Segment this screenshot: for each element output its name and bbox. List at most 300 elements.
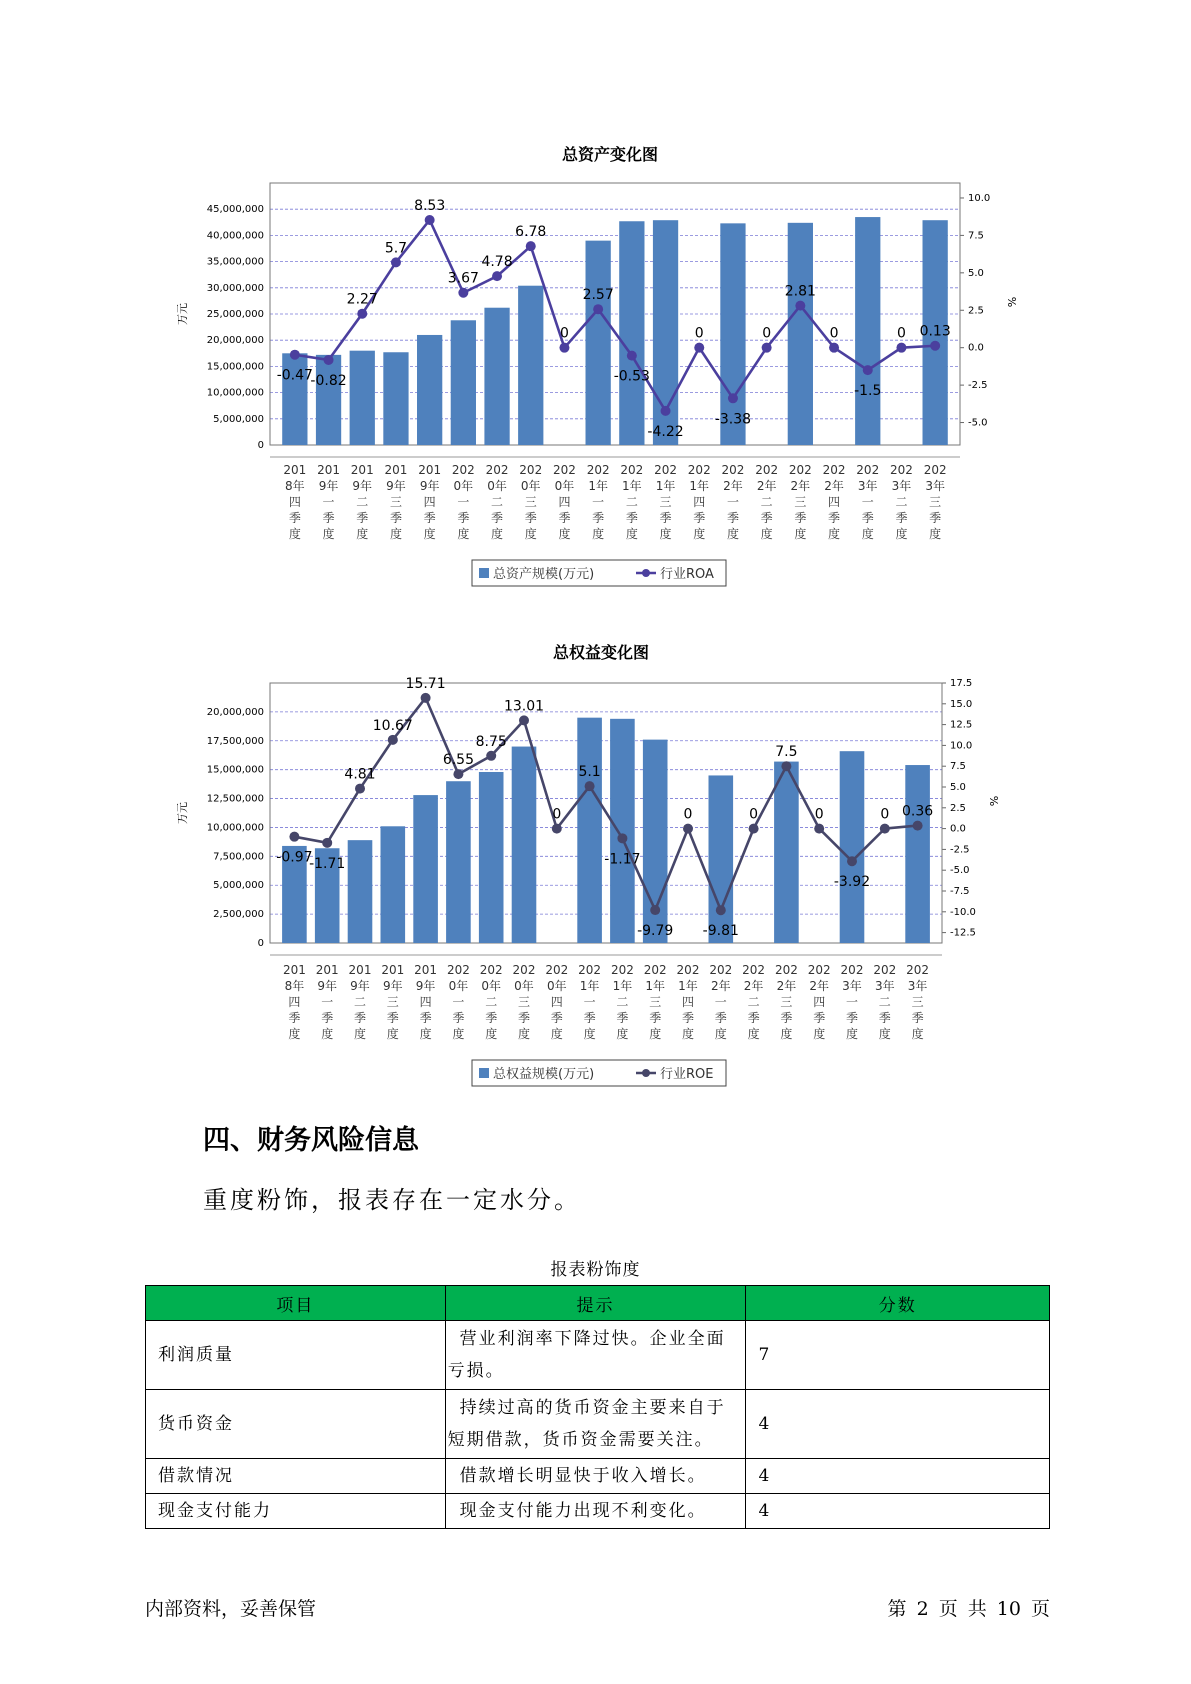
category-label: 季 (389, 511, 402, 525)
category-label: 9年 (318, 479, 339, 493)
category-label: 度 (616, 1027, 629, 1041)
right-tick-label: -10.0 (950, 906, 976, 918)
left-tick-label: 35,000,000 (206, 256, 264, 268)
right-tick-label: 5.0 (950, 782, 966, 793)
line-point (683, 824, 693, 834)
category-label: 四 (813, 995, 826, 1009)
data-label: 0 (829, 325, 839, 342)
legend-bar-label: 总资产规模(万元) (493, 567, 595, 582)
category-label: 202 (774, 963, 798, 977)
category-label: 四 (288, 995, 301, 1009)
category-label: 0年 (481, 979, 502, 993)
category-label: 201 (348, 963, 372, 977)
bar (610, 719, 635, 943)
line-point (661, 406, 671, 416)
line-point (357, 309, 367, 319)
category-label: 202 (889, 463, 913, 477)
right-tick-label: -2.5 (968, 380, 988, 392)
category-label: 季 (616, 1011, 629, 1025)
category-label: 0年 (546, 979, 567, 993)
right-tick-label: 2.5 (968, 305, 984, 317)
category-label: 季 (583, 1011, 596, 1025)
category-label: 四 (693, 495, 706, 509)
category-label: 度 (681, 1027, 695, 1041)
right-tick-label: -5.0 (968, 417, 988, 429)
category-label: 9年 (352, 479, 373, 493)
legend-line-label: 行业ROA (660, 567, 714, 582)
bar (905, 765, 930, 943)
data-label: 10.67 (372, 717, 413, 734)
category-label: 季 (386, 1011, 399, 1025)
bar (484, 308, 509, 445)
line-point (425, 215, 435, 225)
category-label: 三 (780, 995, 793, 1009)
risk-table (145, 1285, 1050, 1529)
data-label: 6.55 (442, 752, 474, 769)
right-tick-label: 10.0 (950, 740, 973, 752)
bar (350, 351, 375, 445)
right-axis-unit: % (1005, 296, 1018, 308)
right-tick-label: 7.5 (968, 230, 984, 242)
data-label: 0 (683, 806, 693, 823)
category-label: 一 (726, 495, 739, 509)
bar (577, 718, 602, 943)
category-label: 二 (895, 495, 908, 509)
category-label: 8年 (284, 979, 305, 993)
left-tick-label: 7,500,000 (213, 851, 264, 863)
category-label: 季 (726, 511, 739, 525)
line-point (762, 343, 772, 353)
category-label: 一 (845, 995, 859, 1009)
category-label: 三 (386, 995, 399, 1009)
legend-line-marker (642, 1069, 650, 1077)
category-label: 季 (895, 511, 908, 525)
category-label: 季 (747, 1011, 760, 1025)
bar (518, 286, 543, 445)
category-label: 度 (517, 1027, 531, 1041)
category-label: 度 (828, 527, 841, 541)
category-label: 度 (356, 527, 369, 541)
category-label: 度 (929, 527, 942, 541)
category-label: 202 (479, 963, 503, 977)
category-label: 季 (813, 1011, 826, 1025)
left-tick-label: 5,000,000 (213, 413, 264, 425)
line-point (324, 355, 334, 365)
category-label: 一 (322, 495, 335, 509)
right-tick-label: -7.5 (950, 886, 970, 897)
category-label: 度 (457, 527, 470, 541)
row-score: 4 (746, 1494, 1050, 1529)
category-label: 季 (321, 1011, 334, 1025)
category-label: 度 (386, 1027, 399, 1041)
line-point (930, 341, 940, 351)
data-label: 5.1 (578, 764, 601, 781)
row-item: 借款情况 (146, 1459, 446, 1494)
header-score: 分数 (746, 1286, 1050, 1321)
table-row (146, 1321, 1050, 1390)
category-label: 202 (519, 463, 543, 477)
data-label: 15.71 (405, 675, 446, 692)
category-label: 度 (485, 1027, 498, 1041)
category-label: 季 (288, 1011, 301, 1025)
category-label: 2年 (756, 479, 777, 493)
line-point (322, 838, 332, 848)
right-tick-label: 12.5 (950, 719, 973, 731)
data-label: 13.01 (503, 698, 545, 715)
category-label: 度 (760, 527, 773, 541)
legend-bar-label: 总权益规模(万元) (493, 1067, 595, 1082)
left-tick-label: 40,000,000 (206, 230, 264, 242)
category-label: 202 (586, 463, 610, 477)
row-hint: 现金支付能力出现不利变化。 (445, 1494, 746, 1529)
line-point (913, 821, 923, 831)
line-point (617, 833, 627, 843)
category-label: 三 (929, 495, 942, 509)
line-point (627, 351, 637, 361)
category-label: 一 (592, 495, 605, 509)
risk-summary: 重度粉饰，报表存在一定水分。 (203, 1186, 581, 1214)
category-label: 3年 (842, 979, 862, 993)
category-label: 度 (322, 527, 335, 541)
line-point (863, 365, 873, 375)
table-row (146, 1390, 1050, 1459)
category-label: 四 (288, 495, 301, 509)
category-label: 202 (822, 463, 846, 477)
data-label: -4.22 (647, 423, 684, 440)
category-label: 度 (491, 527, 504, 541)
data-label: 0 (814, 806, 824, 823)
data-label: 0 (762, 325, 772, 342)
category-label: 202 (709, 963, 733, 977)
row-item: 货币资金 (146, 1390, 446, 1459)
category-label: 202 (856, 463, 880, 477)
right-tick-label: -5.0 (950, 865, 970, 877)
row-item: 利润质量 (146, 1321, 446, 1390)
data-label: 2.57 (582, 287, 614, 304)
line-point (585, 781, 595, 791)
category-label: 四 (419, 995, 432, 1009)
category-label: 季 (780, 1011, 793, 1025)
category-label: 二 (878, 995, 891, 1009)
category-label: 度 (558, 527, 571, 541)
category-label: 度 (423, 527, 436, 541)
category-label: 二 (356, 495, 369, 509)
category-label: 1年 (579, 979, 600, 993)
category-label: 8年 (285, 479, 305, 493)
footer-page-number: 第 2 页 共 10 页 (887, 1598, 1050, 1620)
category-label: 201 (418, 463, 442, 477)
data-label: 4.78 (481, 254, 513, 271)
category-label: 2年 (723, 479, 743, 493)
line-point (593, 304, 603, 314)
category-label: 2年 (790, 479, 811, 493)
category-label: 1年 (645, 979, 666, 993)
category-label: 0年 (448, 979, 469, 993)
category-label: 202 (923, 463, 947, 477)
data-label: 7.5 (775, 744, 798, 761)
right-tick-label: 10.0 (968, 192, 991, 204)
category-label: 季 (491, 511, 504, 525)
left-tick-label: 15,000,000 (206, 764, 264, 776)
category-label: 3年 (891, 479, 912, 493)
category-label: 0年 (453, 479, 474, 493)
category-label: 三 (517, 995, 531, 1009)
line-point (896, 343, 906, 353)
category-label: 四 (550, 995, 563, 1009)
legend-line-label: 行业ROE (660, 1067, 714, 1082)
line-point (728, 393, 738, 403)
category-label: 季 (625, 511, 638, 525)
category-label: 季 (929, 511, 942, 525)
category-label: 3年 (874, 979, 895, 993)
category-label: 3年 (925, 479, 945, 493)
category-label: 一 (583, 995, 596, 1009)
left-tick-label: 5,000,000 (213, 880, 264, 892)
category-label: 度 (794, 527, 807, 541)
bar (383, 352, 408, 445)
row-score: 4 (746, 1390, 1050, 1459)
category-label: 季 (878, 1011, 891, 1025)
category-label: 二 (353, 995, 367, 1009)
line-point (519, 715, 529, 725)
category-label: 202 (807, 963, 831, 977)
row-score: 4 (746, 1459, 1050, 1494)
category-label: 202 (906, 963, 930, 977)
left-tick-label: 20,000,000 (206, 335, 264, 347)
category-label: 201 (384, 463, 408, 477)
line-point (829, 343, 839, 353)
footer-confidential: 内部资料，妥善保管 (145, 1598, 317, 1620)
category-label: 二 (485, 995, 498, 1009)
category-label: 季 (845, 1011, 859, 1025)
category-label: 三 (794, 495, 807, 509)
data-label: 0 (896, 325, 906, 342)
line-point (492, 271, 502, 281)
category-label: 1年 (655, 479, 676, 493)
category-label: 9年 (415, 979, 436, 993)
category-label: 度 (452, 1027, 465, 1041)
category-label: 一 (861, 495, 874, 509)
data-label: -0.97 (276, 849, 313, 866)
category-label: 二 (616, 995, 629, 1009)
bar (709, 775, 734, 943)
category-label: 季 (423, 511, 436, 525)
category-label: 季 (550, 1011, 563, 1025)
data-label: -1.71 (309, 855, 346, 872)
right-tick-label: 0.0 (950, 823, 966, 835)
category-label: 201 (315, 963, 339, 977)
legend-bar-swatch (479, 1068, 489, 1078)
category-label: 0年 (520, 479, 541, 493)
right-tick-label: 17.5 (950, 678, 973, 689)
right-tick-label: -12.5 (950, 927, 976, 939)
section-heading: 四、财务风险信息 (203, 1125, 419, 1156)
legend-line-marker (642, 569, 650, 577)
category-label: 季 (356, 511, 369, 525)
row-item: 现金支付能力 (146, 1494, 446, 1529)
line-point (880, 824, 890, 834)
category-label: 202 (512, 963, 536, 977)
category-label: 201 (381, 963, 405, 977)
left-tick-label: 30,000,000 (206, 282, 264, 294)
category-label: 9年 (382, 979, 403, 993)
left-tick-label: 45,000,000 (206, 204, 264, 216)
line-point (458, 288, 468, 298)
line-point (781, 761, 791, 771)
left-tick-label: 2,500,000 (213, 909, 264, 921)
category-label: 0年 (514, 979, 534, 993)
bar (512, 747, 537, 943)
chart-title: 总资产变化图 (561, 145, 659, 164)
right-tick-label: 0.0 (968, 342, 984, 354)
line-point (355, 784, 365, 794)
bar (381, 826, 406, 943)
category-label: 2年 (776, 979, 797, 993)
category-label: 四 (828, 495, 841, 509)
right-tick-label: 7.5 (950, 761, 966, 773)
row-score: 7 (746, 1321, 1050, 1390)
category-label: 二 (747, 995, 760, 1009)
data-label: -0.47 (276, 367, 313, 384)
category-label: 0年 (554, 479, 575, 493)
category-label: 度 (592, 527, 605, 541)
category-label: 度 (419, 1027, 432, 1041)
table-row (146, 1459, 1050, 1494)
left-tick-label: 17,500,000 (206, 735, 264, 747)
category-label: 季 (353, 1011, 367, 1025)
category-label: 二 (491, 495, 504, 509)
row-hint: 借款增长明显快于收入增长。 (445, 1459, 746, 1494)
bar (479, 772, 504, 943)
category-label: 202 (840, 963, 864, 977)
left-tick-label: 20,000,000 (206, 706, 264, 718)
category-label: 度 (780, 1027, 793, 1041)
bar (774, 762, 799, 943)
category-label: 度 (625, 527, 638, 541)
category-label: 202 (610, 963, 634, 977)
data-label: 0.13 (919, 323, 951, 340)
category-label: 度 (693, 527, 706, 541)
category-label: 度 (659, 527, 672, 541)
category-label: 季 (419, 1011, 432, 1025)
chart-title: 总权益变化图 (552, 643, 650, 662)
category-label: 季 (861, 511, 874, 525)
line-point (421, 693, 431, 703)
category-label: 9年 (350, 979, 370, 993)
data-label: 8.75 (475, 733, 507, 750)
line-point (289, 832, 299, 842)
category-label: 202 (755, 463, 779, 477)
category-label: 季 (693, 511, 706, 525)
category-label: 季 (517, 1011, 531, 1025)
category-label: 度 (583, 1027, 596, 1041)
left-tick-label: 0 (257, 440, 264, 451)
category-label: 度 (353, 1027, 367, 1041)
right-axis-unit: % (987, 795, 1000, 807)
category-label: 202 (676, 963, 700, 977)
category-label: 度 (524, 527, 537, 541)
right-tick-label: 5.0 (968, 267, 984, 279)
category-label: 度 (649, 1027, 662, 1041)
right-tick-label: 15.0 (950, 698, 973, 710)
category-label: 度 (861, 527, 874, 541)
line-point (552, 824, 562, 834)
table-row (146, 1494, 1050, 1529)
category-label: 一 (321, 995, 334, 1009)
line-point (388, 735, 398, 745)
bar (413, 795, 438, 943)
line-point (749, 824, 759, 834)
category-label: 度 (714, 1027, 727, 1041)
data-label: 4.81 (344, 766, 376, 783)
category-label: 1年 (622, 479, 642, 493)
category-label: 度 (878, 1027, 891, 1041)
category-label: 度 (845, 1027, 859, 1041)
category-label: 202 (578, 963, 602, 977)
category-label: 2年 (710, 979, 731, 993)
line-point (814, 824, 824, 834)
data-label: 0 (880, 806, 890, 823)
category-label: 四 (681, 995, 695, 1009)
table-caption: 报表粉饰度 (550, 1260, 641, 1280)
category-label: 四 (423, 495, 436, 509)
data-label: 3.67 (447, 270, 479, 287)
bar (417, 335, 442, 445)
category-label: 季 (649, 1011, 662, 1025)
category-label: 季 (911, 1011, 924, 1025)
category-label: 三 (524, 495, 537, 509)
data-label: -3.38 (714, 411, 752, 428)
legend-bar-swatch (479, 568, 489, 578)
bar (348, 840, 373, 943)
bar (619, 221, 644, 445)
category-label: 1年 (678, 979, 698, 993)
left-tick-label: 10,000,000 (206, 822, 264, 834)
category-label: 度 (288, 527, 301, 541)
category-label: 202 (654, 463, 678, 477)
line-point (847, 856, 857, 866)
header-hint: 提示 (445, 1286, 746, 1321)
category-label: 季 (288, 511, 301, 525)
category-label: 季 (524, 511, 537, 525)
category-label: 度 (813, 1027, 826, 1041)
row-hint: 营业利润率下降过快。企业全面亏损。 (445, 1321, 746, 1390)
data-label: 0 (694, 325, 704, 342)
category-label: 201 (282, 963, 306, 977)
left-axis-unit: 万元 (176, 303, 189, 325)
category-label: 201 (350, 463, 374, 477)
category-label: 四 (558, 495, 571, 509)
category-label: 2年 (824, 479, 844, 493)
category-label: 度 (288, 1027, 301, 1041)
category-label: 202 (643, 963, 667, 977)
category-label: 季 (592, 511, 605, 525)
data-label: 2.27 (346, 291, 378, 308)
line-point (795, 301, 805, 311)
category-label: 2年 (809, 979, 830, 993)
bar (788, 223, 813, 445)
category-label: 一 (452, 995, 465, 1009)
category-label: 202 (451, 463, 475, 477)
left-tick-label: 12,500,000 (206, 793, 264, 805)
category-label: 3年 (907, 979, 928, 993)
left-tick-label: 15,000,000 (206, 361, 264, 373)
category-label: 度 (321, 1027, 334, 1041)
category-label: 202 (552, 463, 576, 477)
category-label: 9年 (419, 479, 440, 493)
category-label: 三 (911, 995, 924, 1009)
data-label: -1.17 (604, 851, 641, 868)
